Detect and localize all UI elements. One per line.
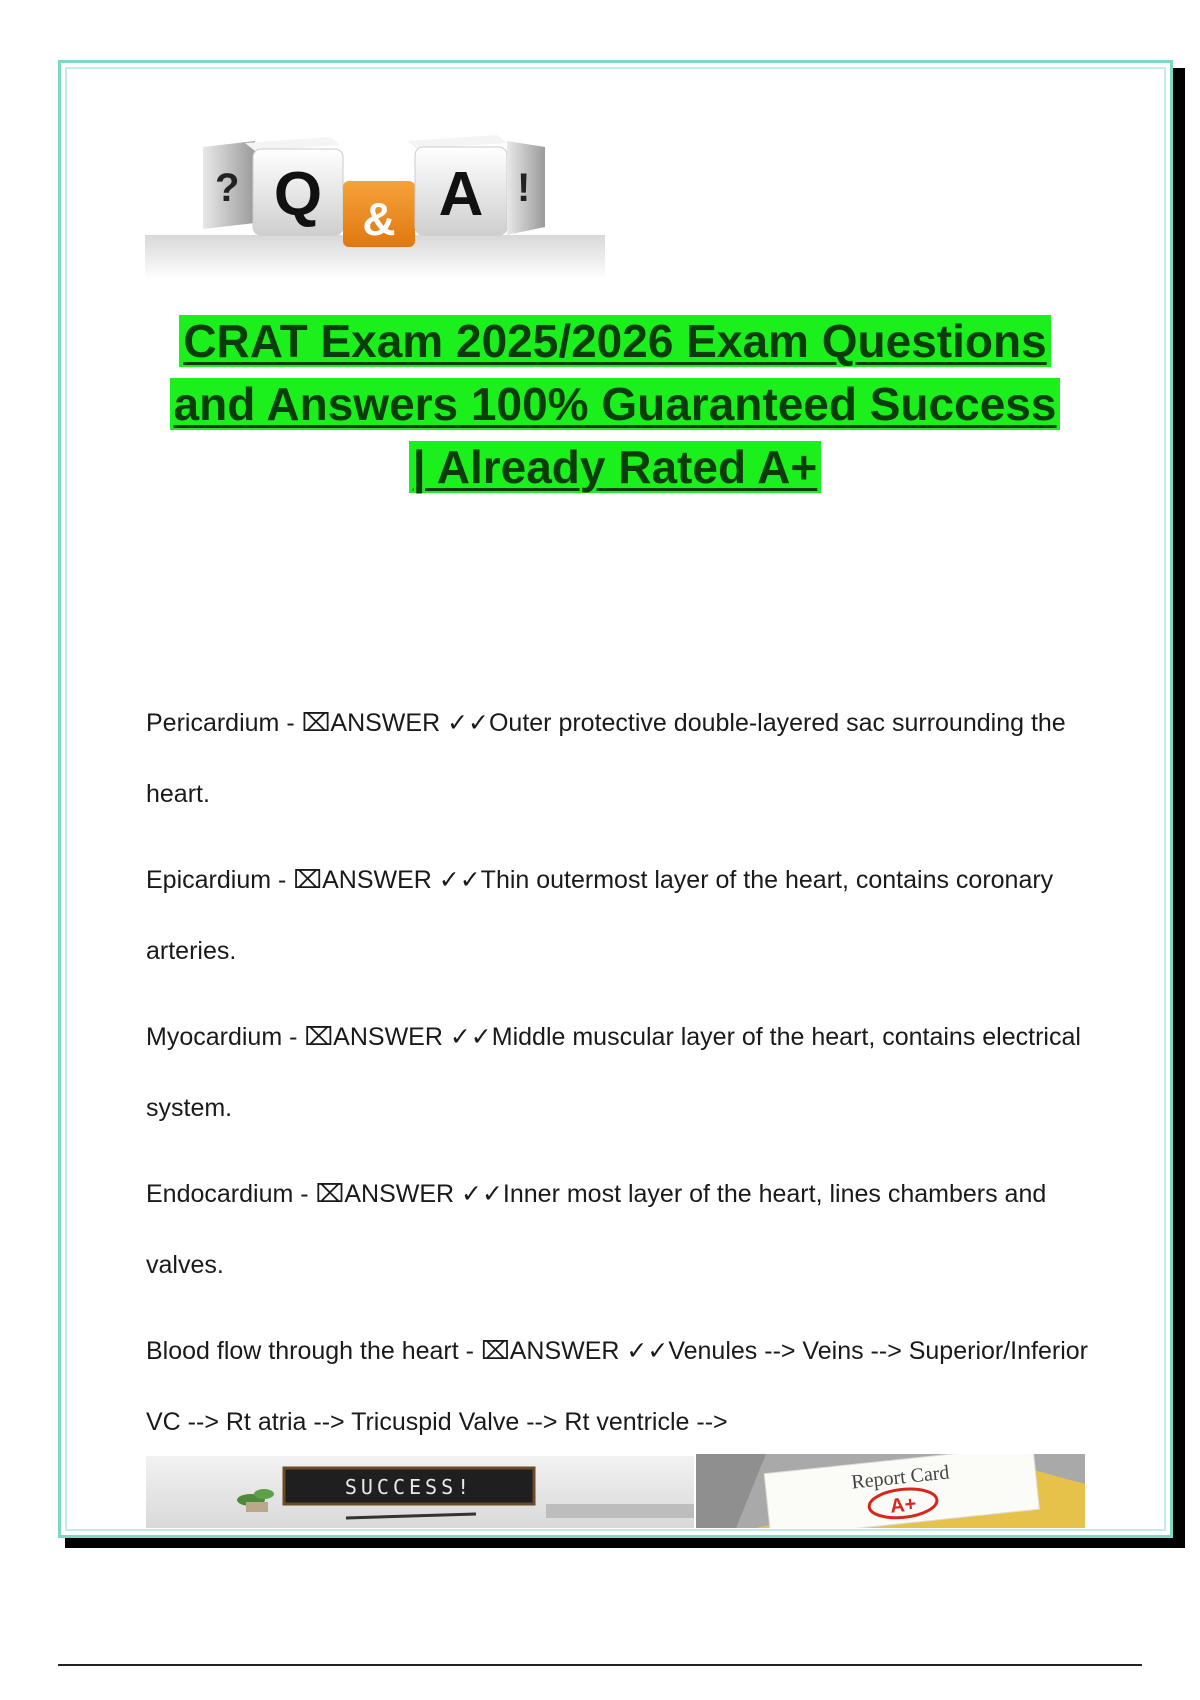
qa-separator: - [271,866,294,894]
q-cube [245,137,343,235]
qa-answer: Inner most layer of the heart, lines chambers and valves. [146,1180,1054,1279]
success-sign-text: SUCCESS! [344,1475,474,1499]
qa-dice-logo [145,115,605,280]
title-line-1: CRAT Exam 2025/2026 Exam Questions [179,315,1050,367]
qa-item [146,1002,1106,1144]
answer-marker: ⌧ANSWER ✓✓ [301,709,489,737]
grade-text: A+ [889,1493,918,1518]
exclamation-glyph: ! [517,166,531,210]
title-line-2: and Answers 100% Guaranteed Success [170,378,1061,430]
qa-list [146,688,1106,1473]
qa-term: Epicardium [146,866,272,894]
question-mark-glyph: ? [215,166,240,210]
qa-separator: - [458,1337,481,1365]
qa-separator: - [282,1023,305,1051]
qa-term: Myocardium [146,1023,283,1051]
qa-item [146,688,1106,830]
qa-item [146,845,1106,987]
document-title [120,310,1110,499]
report-card-banner-image [696,1454,1085,1528]
answer-marker: ⌧ANSWER ✓✓ [315,1180,503,1208]
qa-term: Endocardium [146,1180,294,1208]
a-cube [407,135,507,235]
qa-separator: - [279,709,302,737]
qa-item [146,1316,1106,1458]
success-banner-image [146,1456,694,1528]
qa-item [146,1159,1106,1301]
qa-separator: - [293,1180,316,1208]
qa-answer: Venules --> Veins --> Superior/Inferior VC --> Rt atria --> Tricuspid Valve --> Rt ventricle --> [146,1337,1095,1436]
qa-term: Pericardium [146,709,280,737]
ampersand-glyph: & [362,193,396,245]
answer-marker: ⌧ANSWER ✓✓ [480,1337,669,1365]
report-card-label: Report Card [850,1461,951,1494]
laptop-edge [546,1504,694,1518]
answer-marker: ⌧ANSWER ✓✓ [293,866,481,894]
question-cube [203,141,255,229]
answer-marker: ⌧ANSWER ✓✓ [304,1023,492,1051]
exclamation-cube [507,141,545,235]
qa-answer: Thin outermost layer of the heart, contains coronary arteries. [146,866,1061,965]
title-line-3: | Already Rated A+ [409,441,821,493]
a-letter: A [438,160,484,229]
qa-answer: Outer protective double-layered sac surrounding the heart. [146,709,1073,808]
amp-cube [343,181,415,247]
qa-term: Blood flow through the heart [146,1337,459,1365]
qa-answer: Middle muscular layer of the heart, contains electrical system. [146,1023,1088,1122]
q-letter: Q [273,160,323,229]
footer-rule [58,1664,1142,1666]
